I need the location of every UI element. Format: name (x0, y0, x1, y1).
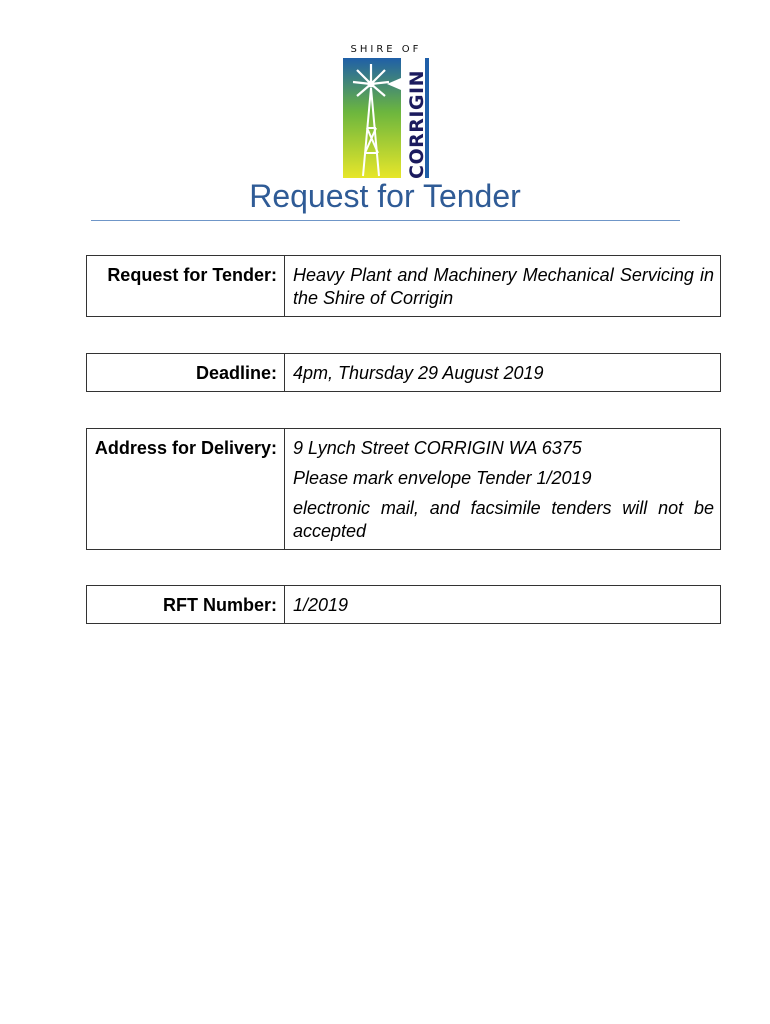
deadline-value: 4pm, Thursday 29 August 2019 (285, 354, 721, 392)
logo-name-text: CORRIGIN (406, 70, 428, 179)
title-divider (91, 220, 680, 221)
shire-logo (340, 44, 432, 179)
page-title: Request for Tender (249, 178, 521, 214)
rft-label: RFT Number: (87, 586, 285, 624)
address-line-envelope: Please mark envelope Tender 1/2019 (293, 468, 592, 488)
request-label: Request for Tender: (87, 256, 285, 317)
logo-top-text: SHIRE OF (350, 44, 422, 55)
address-label: Address for Delivery: (87, 429, 285, 550)
address-line-street: 9 Lynch Street CORRIGIN WA 6375 (293, 438, 582, 458)
rft-value: 1/2019 (285, 586, 721, 624)
address-row (86, 428, 721, 550)
deadline-row (86, 353, 721, 392)
deadline-label: Deadline: (87, 354, 285, 392)
address-line-notice: electronic mail, and facsimile tenders will not be accepted (293, 498, 714, 541)
address-value (285, 429, 721, 550)
request-for-tender-row (86, 255, 721, 317)
rft-number-row (86, 585, 721, 624)
request-value: Heavy Plant and Machinery Mechanical Servicing in the Shire of Corrigin (285, 256, 721, 317)
